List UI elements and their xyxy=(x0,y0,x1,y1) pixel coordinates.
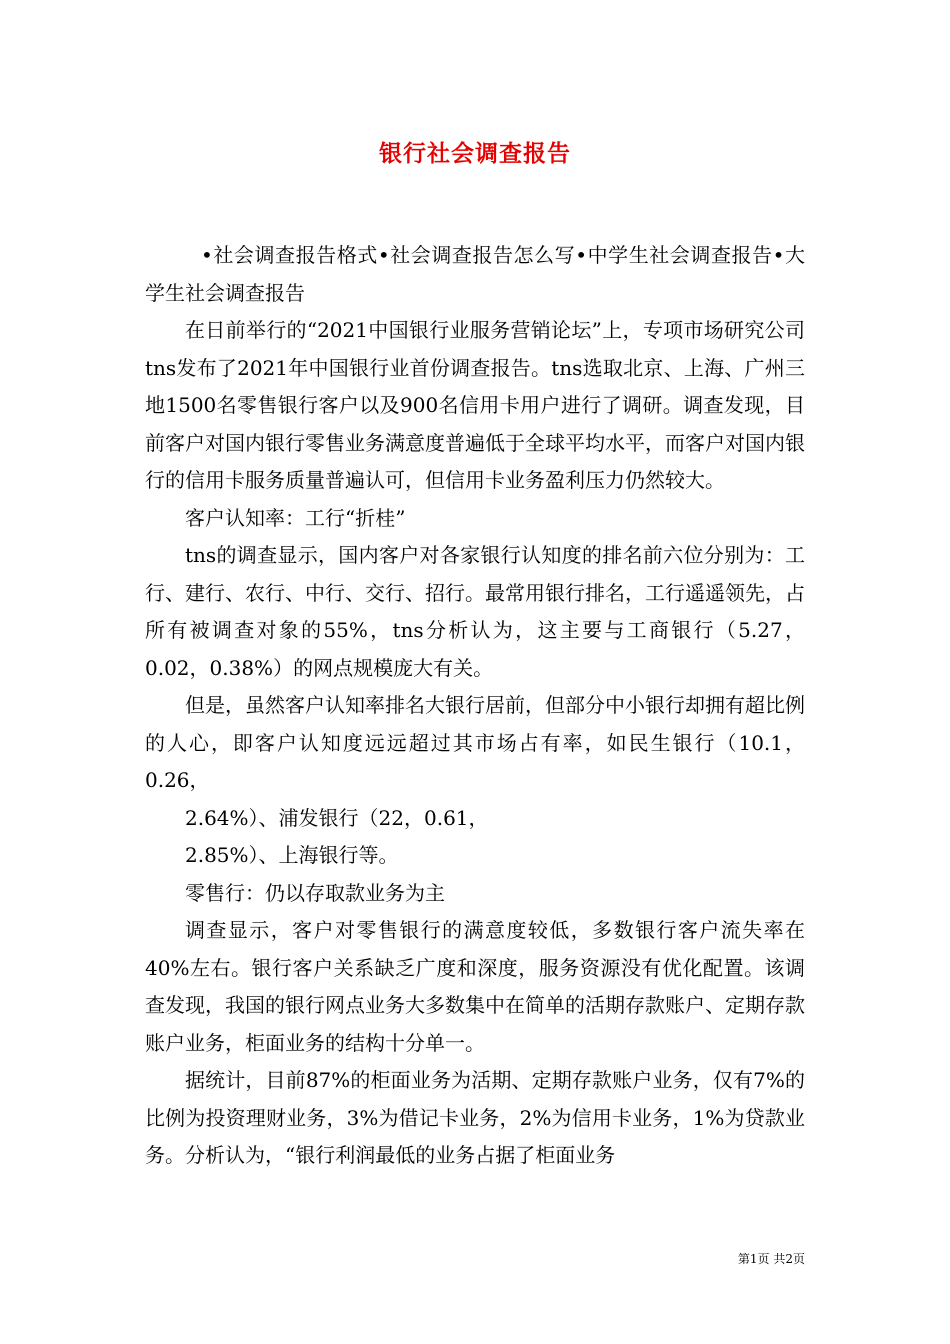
body-paragraph: 据统计，目前87%的柜面业务为活期、定期存款账户业务，仅有7%的比例为投资理财业务，3%为借记卡业务，2%为信用卡业务，1%为贷款业务。分析认为，“银行利润最低的业务占据了柜面业务 xyxy=(145,1068,805,1167)
section-heading: 零售行：仍以存取款业务为主 xyxy=(185,880,445,905)
body-paragraph: 在日前举行的“2021中国银行业服务营销论坛”上，专项市场研究公司tns发布了2021年中国银行业首份调查报告。tns选取北京、上海、广州三地1500名零售银行客户以及900名信用卡用户进行了调研。调查发现，目前客户对国内银行零售业务满意度普遍低于全球平均水平，而客户对国内银行的信用卡服务质量普遍认可，但信用卡业务盈利压力仍然较大。 xyxy=(145,318,805,492)
related-links-paragraph: •社会调查报告格式•社会调查报告怎么写•中学生社会调查报告•大学生社会调查报告 xyxy=(145,243,805,305)
body-paragraph: tns的调查显示，国内客户对各家银行认知度的排名前六位分别为：工行、建行、农行、中行、交行、招行。最常用银行排名，工行遥遥领先，占所有被调查对象的55%，tns分析认为，这主要与工商银行（5.27，0.02，0.38%）的网点规模庞大有关。 xyxy=(145,543,805,680)
body-paragraph: 2.64%）、浦发银行（22，0.61， xyxy=(185,805,489,830)
page-number: 第1页 共2页 xyxy=(737,1252,805,1266)
body-paragraph: 调查显示，客户对零售银行的满意度较低，多数银行客户流失率在40%左右。银行客户关系缺乏广度和深度，服务资源没有优化配置。该调查发现，我国的银行网点业务大多数集中在简单的活期存款账户、定期存款账户业务，柜面业务的结构十分单一。 xyxy=(145,918,805,1055)
document-title: 银行社会调查报告 xyxy=(379,140,571,167)
document-body xyxy=(145,237,805,1175)
section-heading: 客户认知率：工行“折桂” xyxy=(185,505,406,530)
body-paragraph: 2.85%）、上海银行等。 xyxy=(185,843,399,867)
body-paragraph: 但是，虽然客户认知率排名大银行居前，但部分中小银行却拥有超比例的人心，即客户认知度远远超过其市场占有率，如民生银行（10.1，0.26， xyxy=(145,693,805,792)
